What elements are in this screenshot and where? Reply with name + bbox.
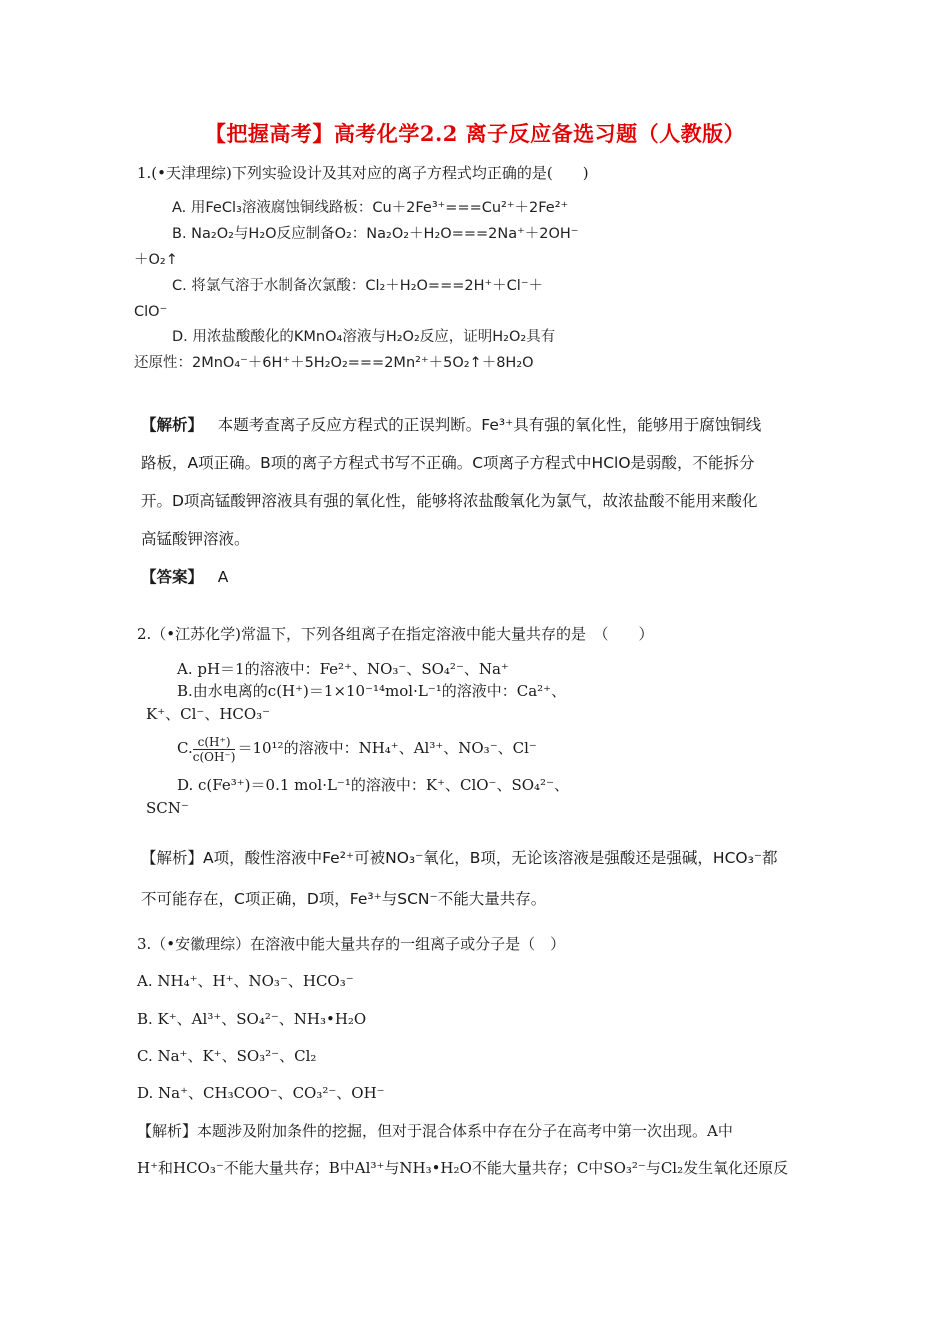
- question-3-stem: 3.（•安徽理综）在溶液中能大量共存的一组离子或分子是（ ）: [137, 935, 566, 953]
- question-1-analysis-line-1: [141, 414, 761, 436]
- answer-label: 【答案】: [141, 568, 204, 586]
- analysis-label: 【解析】: [141, 416, 204, 434]
- question-2-analysis-line-1: 【解析】A项，酸性溶液中Fe²⁺可被NO₃⁻氧化，B项，无论该溶液是强酸还是强碱，HCO₃⁻都: [141, 849, 778, 867]
- fraction-numerator: c(H⁺): [193, 735, 236, 750]
- question-2-option-d-cont: SCN⁻: [146, 799, 189, 817]
- answer-value: A: [217, 568, 229, 586]
- question-1-option-b: B. Na₂O₂与H₂O反应制备O₂：Na₂O₂＋H₂O===2Na⁺＋2OH⁻: [172, 226, 579, 242]
- question-2-option-b: B.由水电离的c(H⁺)＝1×10⁻¹⁴mol·L⁻¹的溶液中：Ca²⁺、: [177, 682, 567, 700]
- question-3-option-b: B. K⁺、Al³⁺、SO₄²⁻、NH₃•H₂O: [137, 1010, 367, 1028]
- question-1-answer: [141, 566, 228, 588]
- question-1-option-d-cont: 还原性：2MnO₄⁻＋6H⁺＋5H₂O₂===2Mn²⁺＋5O₂↑＋8H₂O: [134, 355, 534, 371]
- fraction-denominator: c(OH⁻): [192, 749, 236, 764]
- question-2-option-d: D. c(Fe³⁺)＝0.1 mol·L⁻¹的溶液中：K⁺、ClO⁻、SO₄²⁻、: [177, 776, 569, 794]
- question-2-option-a: A. pH＝1的溶液中：Fe²⁺、NO₃⁻、SO₄²⁻、Na⁺: [177, 660, 509, 678]
- question-2-analysis-line-2: 不可能存在，C项正确，D项，Fe³⁺与SCN⁻不能大量共存。: [141, 890, 547, 908]
- hydrogen-ratio-fraction: [193, 735, 236, 764]
- analysis-text: 本题考查离子反应方程式的正误判断。Fe³⁺具有强的氧化性，能够用于腐蚀铜线: [217, 416, 762, 434]
- question-1-analysis-line-2: 路板，A项正确。B项的离子方程式书写不正确。C项离子方程式中HClO是弱酸，不能拆分: [141, 454, 755, 472]
- question-3-analysis-line-2: H⁺和HCO₃⁻不能大量共存；B中Al³⁺与NH₃•H₂O不能大量共存；C中SO₃²⁻与Cl₂发生氧化还原反: [137, 1159, 789, 1177]
- question-1-analysis-line-4: 高锰酸钾溶液。: [141, 530, 250, 548]
- question-1-analysis-line-3: 开。D项高锰酸钾溶液具有强的氧化性，能够将浓盐酸氧化为氯气，故浓盐酸不能用来酸化: [141, 492, 758, 510]
- question-2-option-b-cont: K⁺、Cl⁻、HCO₃⁻: [146, 705, 271, 723]
- option-c-text: ＝10¹²的溶液中：NH₄⁺、Al³⁺、NO₃⁻、Cl⁻: [237, 739, 537, 757]
- question-1-option-a: A. 用FeCl₃溶液腐蚀铜线路板：Cu＋2Fe³⁺===Cu²⁺＋2Fe²⁺: [172, 200, 569, 216]
- question-1-option-c-cont: ClO⁻: [134, 304, 168, 320]
- question-2-option-c: [177, 730, 537, 766]
- question-3-option-a: A. NH₄⁺、H⁺、NO₃⁻、HCO₃⁻: [137, 972, 354, 990]
- question-1-option-b-cont: ＋O₂↑: [134, 252, 178, 268]
- question-1-option-c: C. 将氯气溶于水制备次氯酸：Cl₂＋H₂O===2H⁺＋Cl⁻＋: [172, 278, 543, 294]
- question-2-stem: 2.（•江苏化学)常温下，下列各组离子在指定溶液中能大量共存的是 （ ）: [137, 625, 654, 643]
- question-1-stem: 1.(•天津理综)下列实验设计及其对应的离子方程式均正确的是( ): [137, 164, 589, 182]
- question-3-option-d: D. Na⁺、CH₃COO⁻、CO₃²⁻、OH⁻: [137, 1084, 385, 1102]
- option-c-prefix: C.: [177, 739, 193, 757]
- question-1-option-d: D. 用浓盐酸酸化的KMnO₄溶液与H₂O₂反应，证明H₂O₂具有: [172, 329, 556, 345]
- page-title: 【把握高考】高考化学2.2 离子反应备选习题（人教版）: [204, 121, 746, 146]
- question-3-option-c: C. Na⁺、K⁺、SO₃²⁻、Cl₂: [137, 1047, 317, 1065]
- question-3-analysis-line-1: 【解析】本题涉及附加条件的挖掘，但对于混合体系中存在分子在高考中第一次出现。A中: [137, 1122, 733, 1140]
